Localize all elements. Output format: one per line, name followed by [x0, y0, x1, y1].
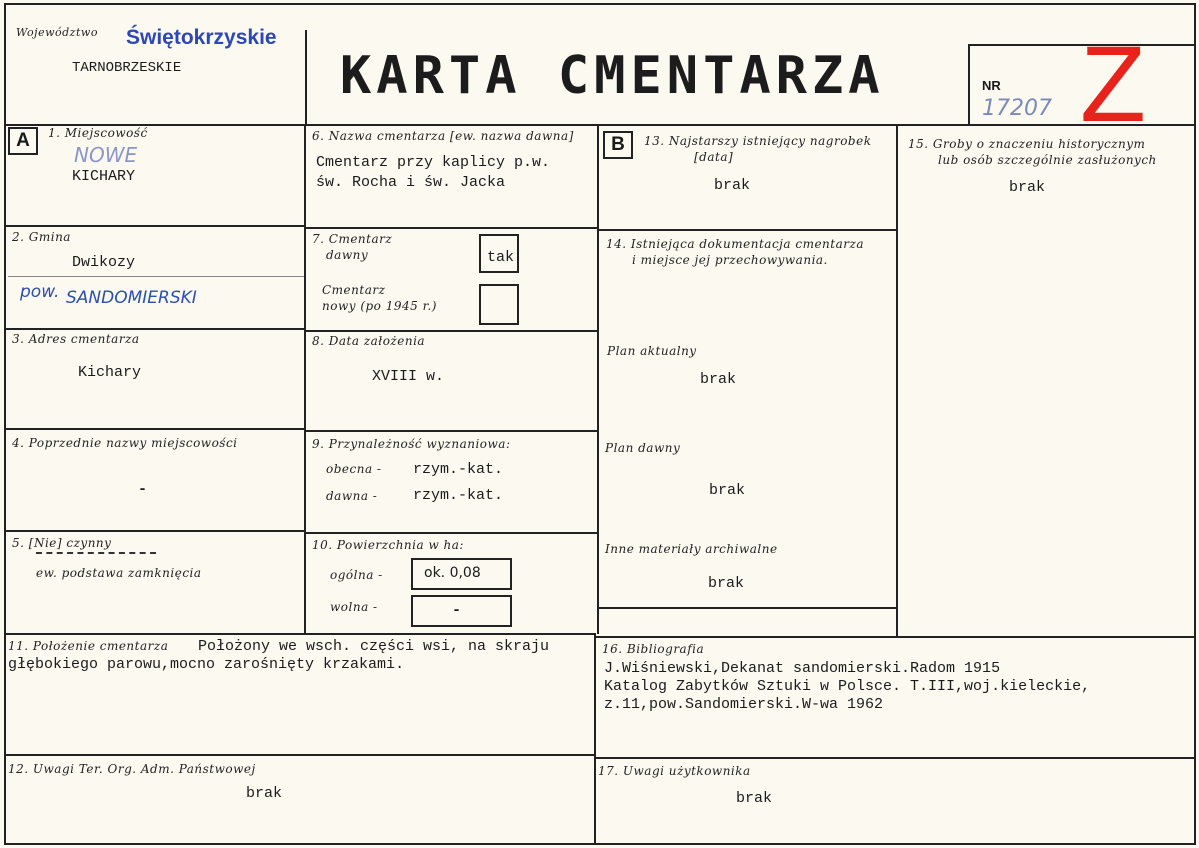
field-16-line3: z.11,pow.Sandomierski.W-wa 1962	[604, 696, 884, 713]
inne-materialy-value: brak	[708, 575, 745, 592]
wojewodztwo-stamp: Świętokrzyskie	[126, 26, 277, 49]
border-top	[4, 3, 1196, 5]
field-9-dawna-label: dawna -	[326, 489, 378, 503]
page-title: KARTA CMENTARZA	[340, 46, 885, 106]
field-3-label: 3. Adres cmentarza	[12, 332, 140, 346]
plan-dawny-value: brak	[709, 482, 746, 499]
field-4-label: 4. Poprzednie nazwy miejscowości	[12, 436, 238, 450]
section-b-marker: B	[603, 131, 633, 159]
section-a-marker: A	[8, 127, 38, 155]
field-6-label: 6. Nazwa cmentarza [ew. nazwa dawna]	[312, 129, 574, 143]
field-12-label: 12. Uwagi Ter. Org. Adm. Państwowej	[8, 762, 256, 776]
field-9-obecna-label: obecna -	[326, 462, 382, 476]
field-4-value: -	[138, 481, 148, 498]
col-divider-3	[896, 124, 898, 636]
row-line	[4, 225, 306, 227]
field-9-obecna-value: rzym.-kat.	[413, 461, 504, 478]
row-line	[4, 428, 306, 430]
field-10-label: 10. Powierzchnia w ha:	[312, 538, 464, 552]
field-1-hand: NOWE	[74, 143, 138, 167]
field-9-label: 9. Przynależność wyznaniowa:	[312, 437, 511, 451]
nr-hand-number: 17207	[982, 96, 1052, 121]
col-divider-2	[597, 124, 599, 634]
plan-aktualny-value: brak	[700, 371, 737, 388]
row-line	[597, 229, 898, 231]
field-15-label2: lub osób szczególnie zasłużonych	[938, 153, 1157, 167]
row-line	[597, 607, 898, 609]
field-8-label: 8. Data założenia	[312, 334, 426, 348]
field-11-label: 11. Położenie cmentarza	[8, 639, 169, 653]
field-7-nowy-box	[479, 284, 519, 325]
field-8-value: XVIII w.	[372, 368, 445, 385]
plan-dawny-label: Plan dawny	[605, 441, 681, 455]
field-13-value: brak	[714, 177, 751, 194]
row-line	[4, 530, 306, 532]
row-line	[595, 757, 1196, 759]
field-16-line1: J.Wiśniewski,Dekanat sandomierski.Radom 1915	[604, 660, 1001, 677]
field-10-wolna-box	[411, 595, 512, 627]
field-2-pow-value: SANDOMIERSKI	[66, 288, 197, 308]
header-bottom-line	[4, 124, 1196, 126]
thin-line	[8, 276, 304, 277]
field-12-value: brak	[246, 785, 283, 802]
field-7-label1b: dawny	[326, 248, 369, 262]
field-6-line2: św. Rocha i św. Jacka	[316, 174, 506, 191]
field-16-line2: Katalog Zabytków Sztuki w Polsce. T.III,woj.kieleckie,	[604, 678, 1091, 695]
row-line	[4, 633, 596, 635]
row-line	[304, 227, 599, 229]
field-9-dawna-value: rzym.-kat.	[413, 487, 504, 504]
col-divider-1	[304, 124, 306, 634]
field-7-label2: Cmentarz	[322, 283, 386, 297]
header-divider	[305, 30, 307, 126]
nr-letter: Z	[1080, 23, 1146, 144]
row-line	[4, 754, 596, 756]
wojewodztwo-label: Województwo	[16, 26, 98, 39]
field-5-label: 5. [Nie] czynny	[12, 536, 112, 550]
field-7-dawny-value: tak	[487, 249, 515, 266]
field-1-label: 1. Miejscowość	[48, 126, 148, 140]
field-10-ogolna-label: ogólna -	[330, 568, 383, 582]
field-2-label: 2. Gmina	[12, 230, 71, 244]
field-7-label1: 7. Cmentarz	[312, 232, 393, 246]
field-1-value: KICHARY	[72, 168, 136, 185]
field-10-wolna-value: -	[452, 602, 462, 619]
field-16-label: 16. Bibliografia	[602, 642, 705, 656]
field-6-line1: Cmentarz przy kaplicy p.w.	[316, 154, 551, 171]
inne-materialy-label: Inne materiały archiwalne	[605, 542, 778, 556]
wojewodztwo-typed: TARNOBRZESKIE	[72, 60, 182, 76]
field-11-line1: Położony we wsch. części wsi, na skraju	[198, 638, 550, 655]
field-11-line2: głębokiego parowu,mocno zarośnięty krzakami.	[8, 656, 405, 673]
field-5-sublabel: ew. podstawa zamknięcia	[36, 566, 202, 580]
field-17-value: brak	[736, 790, 773, 807]
field-3-value: Kichary	[78, 364, 142, 381]
field-10-wolna-label: wolna -	[330, 600, 378, 614]
field-2-value: Dwikozy	[72, 254, 136, 271]
field-14-label: 14. Istniejąca dokumentacja cmentarza	[606, 237, 864, 251]
field-13-label2: [data]	[694, 150, 734, 164]
row-line	[304, 330, 599, 332]
nr-label: NR	[982, 78, 1001, 93]
border-left	[4, 3, 6, 845]
field-14-label2: i miejsce jej przechowywania.	[632, 253, 828, 267]
field-17-label: 17. Uwagi użytkownika	[598, 764, 751, 778]
border-right	[1194, 3, 1196, 845]
row-line	[304, 532, 599, 534]
field-5-underline	[36, 552, 156, 554]
row-line	[595, 636, 1196, 638]
border-bottom	[4, 843, 1196, 845]
field-15-value: brak	[1009, 179, 1046, 196]
nr-box-left	[968, 44, 970, 126]
plan-aktualny-label: Plan aktualny	[607, 344, 697, 358]
row-line	[304, 430, 599, 432]
field-13-label: 13. Najstarszy istniejący nagrobek	[644, 134, 872, 148]
field-15-label: 15. Groby o znaczeniu historycznym	[908, 137, 1146, 151]
field-2-pow-hand: pow.	[20, 282, 60, 302]
field-10-ogolna-value: ok. 0,08	[424, 565, 481, 581]
field-7-label2b: nowy (po 1945 r.)	[322, 299, 437, 313]
col-divider-bottom	[594, 633, 596, 845]
row-line	[4, 328, 306, 330]
